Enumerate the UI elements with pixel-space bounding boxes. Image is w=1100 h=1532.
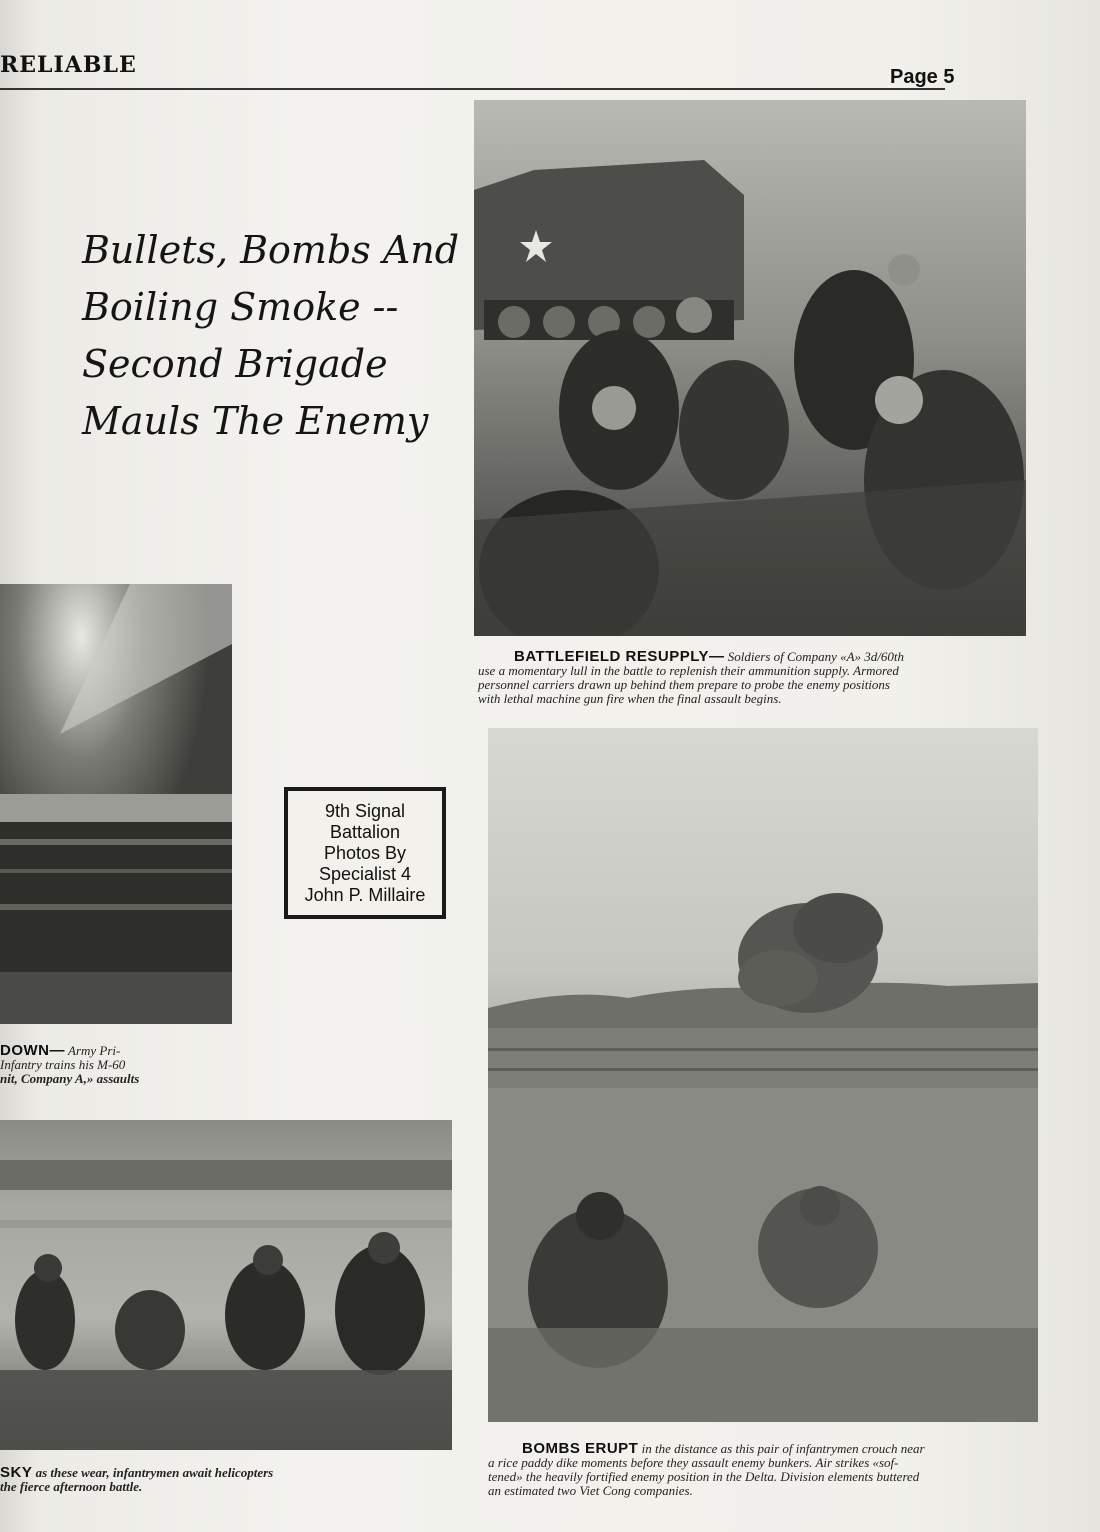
gunner-photo <box>0 584 232 1024</box>
sky-caption-line-1 <box>0 1466 460 1480</box>
photo-credit-box <box>284 787 446 919</box>
resupply-caption <box>478 650 1038 706</box>
resupply-caption-lead: BATTLEFIELD RESUPPLY— <box>514 648 725 665</box>
gunner-caption-text-2: Infantry trains his M-60 <box>0 1057 126 1072</box>
gunner-caption-text-3: nit, Company A,» assaults <box>0 1071 140 1086</box>
credit-line-2: Battalion <box>329 821 401 842</box>
resupply-caption-line-1 <box>478 650 1038 664</box>
gunner-caption-line-1 <box>0 1044 230 1058</box>
bombs-caption-lead: BOMBS ERUPT <box>522 1440 639 1457</box>
sky-caption-text-1: as these wear, infantrymen await helicopters <box>35 1465 274 1480</box>
headline-line-2: Boiling Smoke -- <box>82 285 399 329</box>
gunner-caption <box>0 1044 230 1086</box>
bombs-photo <box>488 728 1038 1422</box>
credit-line-5: John P. Millaire <box>304 884 426 905</box>
resupply-caption-text-1: Soldiers of Company «A» 3d/60th <box>727 649 904 664</box>
bombs-caption-text-2: a rice paddy dike moments before they assault enemy bunkers. Air strikes «sof- <box>488 1455 899 1470</box>
resupply-caption-text-3: personnel carriers drawn up behind them prepare to probe the enemy positions <box>478 677 890 692</box>
bombs-caption-text-3: tened» the heavily fortified enemy position in the Delta. Division elements buttered <box>488 1469 920 1484</box>
masthead-rule <box>0 88 945 90</box>
gunner-caption-lead: DOWN— <box>0 1042 65 1059</box>
resupply-caption-text-4: with lethal machine gun fire when the final assault begins. <box>478 691 782 706</box>
credit-line-3: Photos By <box>323 842 407 863</box>
sky-photo <box>0 1120 452 1450</box>
credit-line-4: Specialist 4 <box>318 863 412 884</box>
bombs-caption <box>488 1442 1058 1498</box>
masthead-title: RELIABLE <box>0 52 137 78</box>
resupply-caption-text-2: use a momentary lull in the battle to replenish their ammunition supply. Armored <box>478 663 899 678</box>
bombs-caption-line-1 <box>488 1442 1058 1456</box>
sky-caption <box>0 1466 460 1494</box>
credit-line-1: 9th Signal <box>324 800 406 821</box>
headline-line-1: Bullets, Bombs And <box>82 228 460 272</box>
headline <box>82 222 462 450</box>
bombs-caption-text-1: in the distance as this pair of infantrymen crouch near <box>641 1441 925 1456</box>
headline-line-4: Mauls The Enemy <box>82 399 429 443</box>
bombs-caption-text-4: an estimated two Viet Cong companies. <box>488 1483 693 1498</box>
headline-line-3: Second Brigade <box>82 342 388 386</box>
sky-caption-lead: SKY <box>0 1464 33 1481</box>
sky-caption-text-2: the fierce afternoon battle. <box>0 1479 143 1494</box>
gunner-caption-text-1: Army Pri- <box>68 1043 121 1058</box>
resupply-photo <box>474 100 1026 636</box>
page-number: Page 5 <box>890 66 955 88</box>
